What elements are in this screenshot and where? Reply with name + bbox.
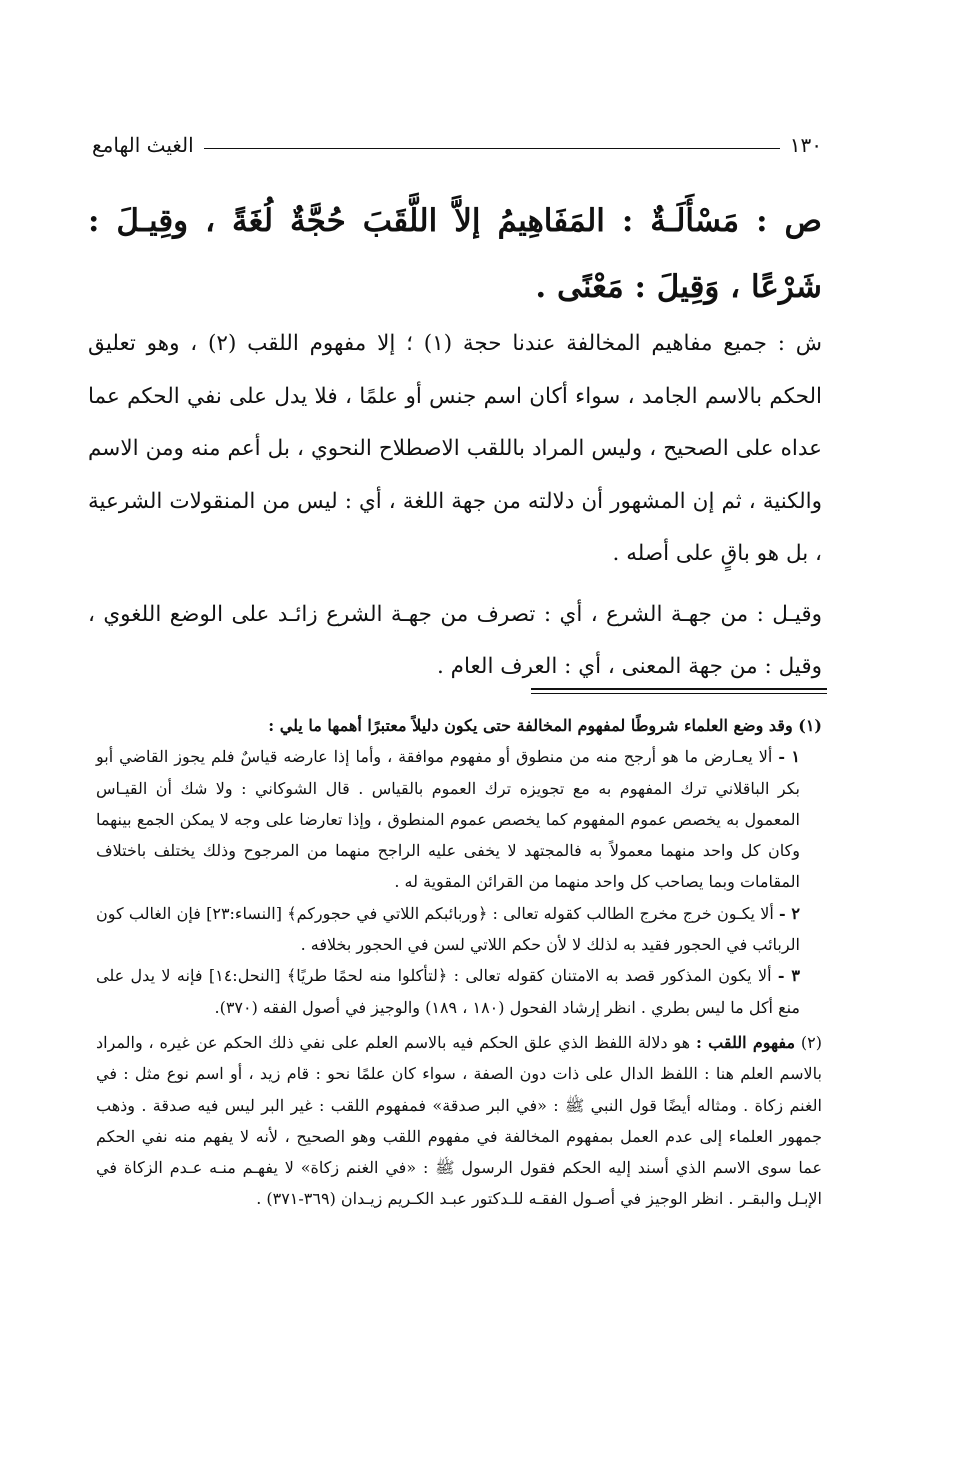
- sharh-commentary: [88, 318, 822, 694]
- sharh-paragraph-2: وقيـل : من جهـة الشرع ، أي : تصرف من جهـة الشرع زائـد على الوضع اللغوي ، وقيل : من جهة المعنى ، أي : العرف العام .: [88, 601, 822, 679]
- matn-text: ص : مَسْأَلَـةٌ : المَفَاهِيمُ إلاَّ اللَّقَبَ حُجَّةٌ لُغَةً ، وقِيـلَ : شَرْعًا ، وَقِيلَ : مَعْنًى .: [88, 203, 822, 305]
- running-title: الغيث الهامع: [92, 133, 194, 157]
- condition-text: ألا يعـارض ما هو أرجح منه من منطوق أو مفهوم موافقة ، وأما إذا عارضه قياسٌ فلم يجوز القاضي أبو بكر الباقلاني ترك المفهوم به مع تجويزه ترك العموم بالقياس . قال الشوكاني : ولا شك أن القيـاس المعمول به يخصص عموم المفهوم كما يخصص عموم المنطوق ، وإذا تعارضا على وجه لا يمكن الجمع بينهما وكان كل واحد منهما معمولاً به فالمجتهد لا يخفى عليه الراجح منهما من المرجوح وذلك يختلف باختلاف المقامات وبما يصاحب كل واحد منهما من القرائن المقوية له .: [96, 747, 800, 892]
- footnote-1-condition-2: [96, 898, 822, 961]
- page-number: ١٣٠: [789, 133, 822, 157]
- sharh-paragraph-1: ش : جميع مفاهيم المخالفة عندنا حجة (١) ؛ إلا مفهوم اللقب (٢) ، وهو تعليق الحكم بالاسم الجامد ، سواء أكان اسم جنس أو علمًا ، فلا يدل على نفي الحكم عما عداه على الصحيح ، وليس المراد باللقب الاصطلاح النحوي ، بل أعم منه ومن الاسم والكنية ، ثم إن المشهور أن دلالته من جهة اللغة ، أي : ليس من المنقولات الشرعية ، بل هو باقٍ على أصله .: [88, 331, 822, 566]
- footnote-1-condition-3: [96, 960, 822, 1023]
- footnote-separator: [531, 688, 827, 694]
- footnote-2-text: هو دلالة اللفظ الذي علق الحكم فيه بالاسم العلم على نفي ذلك الحكم عن غيره ، والمراد بالاسم العلم هنا : اللفظ الدال على ذات دون الصفة ، سواء كان علمًا نحو : قام زيد ، أو اسم نوع مثل : في الغنم زكاة . ومثاله أيضًا قول النبي ﷺ : «في البر صدقة» فمفهوم اللقب : غير البر ليس فيه صدقة . وذهب جمهور العلماء إلى عدم العمل بمفهوم المخالفة في مفهوم اللقب وهو الصحيح ، لأنه لا يفهم منه نفي الحكم عما سوى الاسم الذي أسند إليه الحكم فقول الرسول ﷺ : «في الغنم زكاة» لا يفهـم منـه عـدم الزكاة في الإبـل والبقـر . انظر الوجيز في أصـول الفقـه للـدكتور عبـد الكـريم زيـدان (٣٦٩-٣٧١) .: [96, 1032, 822, 1209]
- condition-number: ٢ -: [779, 903, 800, 923]
- condition-text: ألا يكـون خرج مخرج الطالب كقوله تعالى : ﴿وربائبكم اللاتي في حجوركم﴾ [النساء:٢٣] فإن الغالب كون الربائب في الحجور فقيد به لذلك لا لأن حكم اللاتي لسن في الحجور بخلافه .: [96, 903, 800, 955]
- condition-text: ألا يكون المذكور قصد به الامتنان كقوله تعالى : ﴿لتأكلوا منه لحمًا طريًا﴾ [النحل:١٤] فإنه لا يدل على منع أكل ما ليس بطري . انظر إرشاد الفحول (١٨٠ ، ١٨٩) والوجيز في أصول الفقه (٣٧٠).: [96, 966, 800, 1017]
- header-rule: [204, 148, 780, 149]
- condition-number: ١ -: [778, 747, 801, 767]
- running-header: [92, 128, 822, 162]
- condition-number: ٣ -: [777, 966, 801, 986]
- footnote-2-term: مفهوم اللقب :: [695, 1032, 796, 1052]
- footnote-1-condition-1: [96, 741, 822, 897]
- footnote-2: [96, 1027, 822, 1215]
- footnotes: [96, 710, 822, 1215]
- footnote-1-heading: (١) وقد وضع العلماء شروطًا لمفهوم المخالفة حتى يكون دليلاً معتبرًا أهمها ما يلي :: [268, 716, 822, 735]
- footnote-2-marker: (٢): [800, 1032, 823, 1052]
